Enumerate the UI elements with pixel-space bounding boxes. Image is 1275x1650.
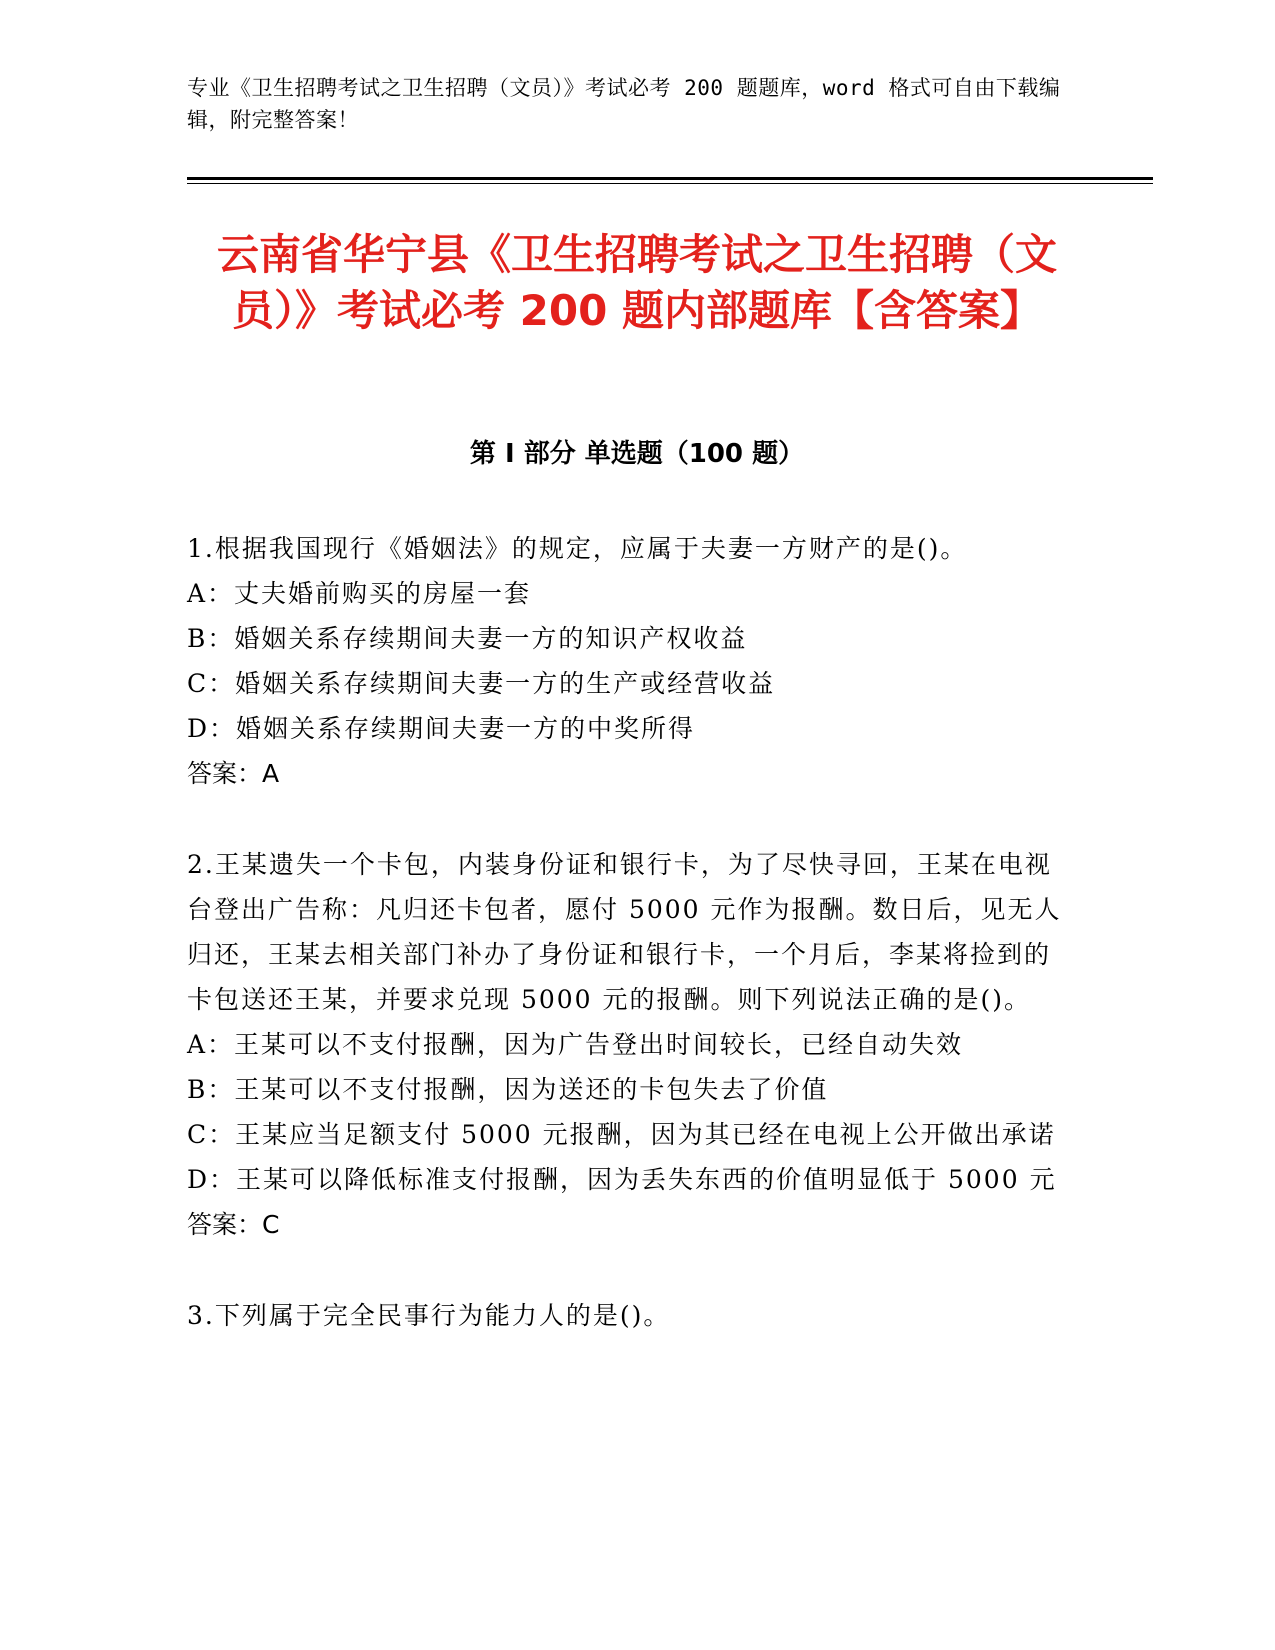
option-d: D：婚姻关系存续期间夫妻一方的中奖所得 bbox=[187, 714, 696, 743]
document-title: 云南省华宁县《卫生招聘考试之卫生招聘（文员）》考试必考 200 题内部题库【含答案】 bbox=[216, 230, 1057, 335]
question-list bbox=[187, 526, 1067, 1384]
option-d: D：王某可以降低标准支付报酬，因为丢失东西的价值明显低于 5000 元 bbox=[187, 1165, 1057, 1194]
section-heading: 第 I 部分 单选题（100 题） bbox=[469, 439, 805, 469]
option-c: C：婚姻关系存续期间夫妻一方的生产或经营收益 bbox=[187, 669, 776, 698]
question-2 bbox=[187, 842, 1067, 1247]
question-stem: 3.下列属于完全民事行为能力人的是()。 bbox=[187, 1301, 671, 1330]
option-b: B：婚姻关系存续期间夫妻一方的知识产权收益 bbox=[187, 624, 748, 653]
option-c: C：王某应当足额支付 5000 元报酬，因为其已经在电视上公开做出承诺 bbox=[187, 1120, 1056, 1149]
question-stem: 1.根据我国现行《婚姻法》的规定，应属于夫妻一方财产的是()。 bbox=[187, 534, 968, 563]
option-a: A：丈夫婚前购买的房屋一套 bbox=[187, 579, 532, 608]
option-b: B：王某可以不支付报酬，因为送还的卡包失去了价值 bbox=[187, 1075, 829, 1104]
answer: 答案：C bbox=[187, 1210, 280, 1239]
header-divider-thick bbox=[187, 177, 1153, 180]
header-divider-thin bbox=[187, 183, 1153, 184]
answer: 答案：A bbox=[187, 759, 280, 788]
question-3 bbox=[187, 1293, 1067, 1338]
question-stem: 2.王某遗失一个卡包，内装身份证和银行卡，为了尽快寻回，王某在电视台登出广告称：凡归还卡包者，愿付 5000 元作为报酬。数日后，见无人归还，王某去相关部门补办了身份证和银行卡，一个月后，李某将捡到的卡包送还王某，并要求兑现 5000 元的报酬。则下列说法正确的是()。 bbox=[187, 850, 1062, 1014]
header-note: 专业《卫生招聘考试之卫生招聘（文员）》考试必考 200 题题库，word 格式可自由下载编辑，附完整答案！ bbox=[187, 76, 1061, 132]
question-1 bbox=[187, 526, 1067, 796]
option-a: A：王某可以不支付报酬，因为广告登出时间较长，已经自动失效 bbox=[187, 1030, 964, 1059]
